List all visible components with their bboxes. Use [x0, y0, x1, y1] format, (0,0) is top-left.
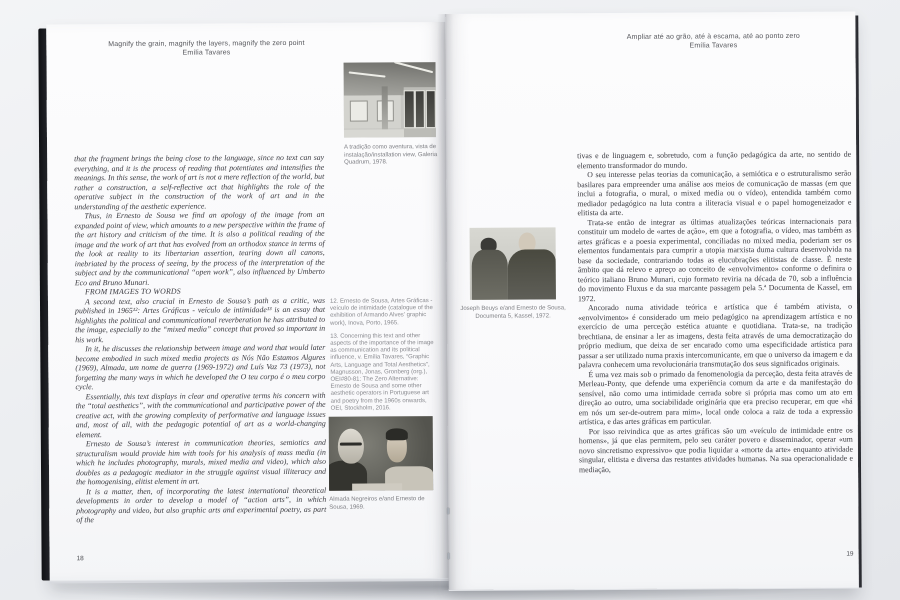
page-right	[445, 12, 859, 590]
almada-figure-head	[338, 428, 364, 464]
beuys-figure	[471, 238, 507, 300]
body-paragraph: In it, he discusses the relationship between image and word that would later become embodied in such mixed media projects as Nós Não Estamos Algures (1969), Almada, um nome de guerra (1969-1972) and Luís Vaz 73 (1973), not forgetting the many ways in which he developed the O teu corpo é o meu corpo cycle.	[75, 342, 326, 392]
body-paragraph: Ancorado numa atividade teórica e artística que é também ativista, o «envolvimento» é considerado um meio pedagógico na aprendizagem artística e no exercício de uma perceção estética atuante e quotidiana. Trata-se, na tradição brechtiana, de ensinar a ler as imagens, desta feita através de uma democratização do próprio medium, que deixa de ser encarado como uma especificidade artística para passar a ser utilizado numa praxis intercomunicante, em que o universo da imagem e da palavra conhecem uma revolucionária transmutação dos seus significados originais.	[578, 301, 853, 370]
body-paragraph: It is a matter, then, of incorporating the latest international theoretical developments in order to develop a model of “action arts”, in which photography and video, but also graphic arts and experimental poetry, as part of the	[76, 485, 327, 525]
running-head-left	[76, 39, 336, 59]
body-paragraph: Essentially, this text displays in clear and operative terms his concern with the “total aesthetics”, with the communicational and participative power of the creative act, with the growing complexity of performative and language issues and, most of all, with the pedagogic potential of art as a world-changing element.	[75, 390, 326, 439]
body-paragraph: that the fragment brings the being close to the language, since no text can say everything, and it is the process of reading that potentiates and intensifies the meanings. In this sense, the work of art is not a mere reflection of the world, but rather a construction, a self-reflective act that highlights the role of the operative subject in the construction of the work of art and in the understanding of the aesthetic experience.	[74, 152, 325, 211]
body-column-left	[74, 153, 326, 525]
page-number-left: 18	[76, 555, 84, 563]
section-heading: FROM IMAGES TO WORDS	[84, 286, 181, 297]
staple	[448, 553, 450, 559]
figure-caption: Almada Negreiros e/and Ernesto de Sousa, 1969.	[329, 496, 425, 511]
running-head-title: Magnify the grain, magnify the layers, magnify the zero point	[108, 39, 305, 49]
running-head-author: Emília Tavares	[182, 49, 231, 57]
gallery-framed-work	[404, 90, 415, 128]
body-paragraph: Trata-se então de integrar as últimas atualizações teóricas internacionais para constituir um modelo de «artes de ação», em que a fotografia, o vídeo, mas também as artes gráficas e a poesia experimental, conciliadas no mixed media, poderiam ser os elementos fundamentais para cumprir a utopia marxista duma cultura desenvolvida na base da sociedade, contrariando todas as elucubrações elitistas de classe. É neste âmbito que dá relevo e apreço ao conceito de «envolvimento» conforme o definira o teórico italiano Bruno Munari, cujo formato reviria na década de 70, sob a influência do movimento Fluxus e da sua marcante passagem pela 5.ª Documenta de Kassel, em 1972.	[577, 216, 852, 303]
body-column-right	[577, 150, 853, 475]
figure-caption: Joseph Beuys e/and Ernesto de Sousa, Documenta 5, Kassel, 1972.	[460, 305, 566, 320]
gallery-back-wall	[344, 95, 401, 128]
running-head-right	[576, 32, 850, 52]
staple	[447, 508, 449, 514]
figure-almada-photo	[329, 416, 433, 491]
figure-beuys-photo	[470, 227, 556, 300]
gallery-pillar	[381, 86, 388, 130]
footnotes	[330, 298, 435, 419]
footnote: 12. Ernesto de Sousa, Artes Gráficas - veículo de intimidade (catalogue of the exhibition of Armando Alves’ graphic work), Inova, Porto, 1965.	[329, 298, 433, 327]
figure-installation-photo	[344, 62, 436, 138]
figure-caption: A tradição como aventura, vista de instalação/installation view, Galeria Quadrum, 1978.	[344, 144, 438, 166]
body-paragraph: Ernesto de Sousa’s interest in communication theories, semiotics and structuralism would provide him with tools for his analysis of mass media (in which he includes photography, murals, mixed media and video), which also doubles as a pedagogic mediator in the struggle against visual illiteracy and the homogenising, elitist element in art.	[75, 437, 327, 487]
body-paragraph: Thus, in Ernesto de Sousa we find an apology of the image from an expanded point of view, which amounts to a new perspective within the frame of the art history and criticism of the time. It is also a political reading of the image and the work of art that has evolved from an orthodox stance in terms of the look at reality to its libertarian assertion, tearing down all canons, inebriated by the process of seeing, by the process of the interpretation of the subject and by the communicational “open work”, also influenced by Umberto Eco and Bruno Munari.	[74, 209, 325, 287]
gallery-framed-work	[425, 90, 436, 128]
footnote: 13. Concerning this text and other aspects of the importance of the image as communication and its political influence, v. Emília Tavares, “Graphic Arts, Language and Total Aesthetics”, Magnusson, Jonas, Gronberg (org.), OEI#80-81: The Zero Alternative: Ernesto de Sousa and some other aesthetic operators in Portuguese art and poetry from the 1960s onwards, OEI, Stockholm, 2016.	[330, 333, 434, 412]
gallery-framed-work	[415, 90, 426, 128]
running-head-author: Emília Tavares	[689, 42, 738, 50]
sousa-figure	[507, 232, 556, 300]
gallery-right-wall	[403, 87, 435, 137]
sousa-figure-head	[387, 431, 407, 462]
body-paragraph: Por isso reivindica que as artes gráficas são um «veículo de intimidade entre os homens», já que elas permitem, pelo seu caráter povero e disseminador, operar «um novo sincretismo expressivo» que podia liquidar a «morte da arte» enquanto atividade singular, elitista e diversa das restantes atividades humanas. Na sua operacionalidade e mediação,	[578, 425, 853, 474]
photo-table-edge	[352, 484, 402, 491]
body-paragraph: A second text, also crucial in Ernesto de Sousa’s path as a critic, was published in 1965¹²: Artes Gráficas - veículo de intimidade¹³ is an essay that highlights the political and communicational reverberation he has attributed to the image, especially to the “mixed media” concept that proved so important in his work.	[75, 295, 326, 344]
page-number-right: 19	[846, 550, 854, 558]
body-paragraph: O seu interesse pelas teorias da comunicação, a semiótica e o estruturalismo serão basilares para empreender uma análise aos meios de comunicação de massas (em que inclui a fotografia, o mural, o mixed media ou o vídeo), entendida também como mediador pedagógico na luta contra a iliteracia visual e o papel homogeneizador e elitista da arte.	[577, 168, 852, 218]
running-head-title: Ampliar até ao grão, até à escama, até ao ponto zero	[626, 32, 800, 41]
gallery-floor	[344, 129, 404, 138]
body-paragraph: É uma vez mais sob o primado da fenomenologia da perceção, desta feita através de Merleau-Ponty, que defende uma experiência comum da arte e da manifestação do sensível, não como uma intimidade cerrada sobre si própria mas como um ato em direção ao outro, uma sociabilidade originária que era preciso recuperar, em que «há em nós um ser-de-outrem para mim», local onde coloca a raiz de toda a expressão artística, e das artes gráficas em particular.	[578, 368, 853, 427]
open-book	[38, 9, 866, 594]
body-paragraph: tivas e de linguagem e, sobretudo, com a função pedagógica da arte, no sentido de elemento transformador do mundo.	[577, 149, 852, 170]
page-left	[46, 22, 448, 580]
gallery-framed-work	[350, 101, 368, 122]
